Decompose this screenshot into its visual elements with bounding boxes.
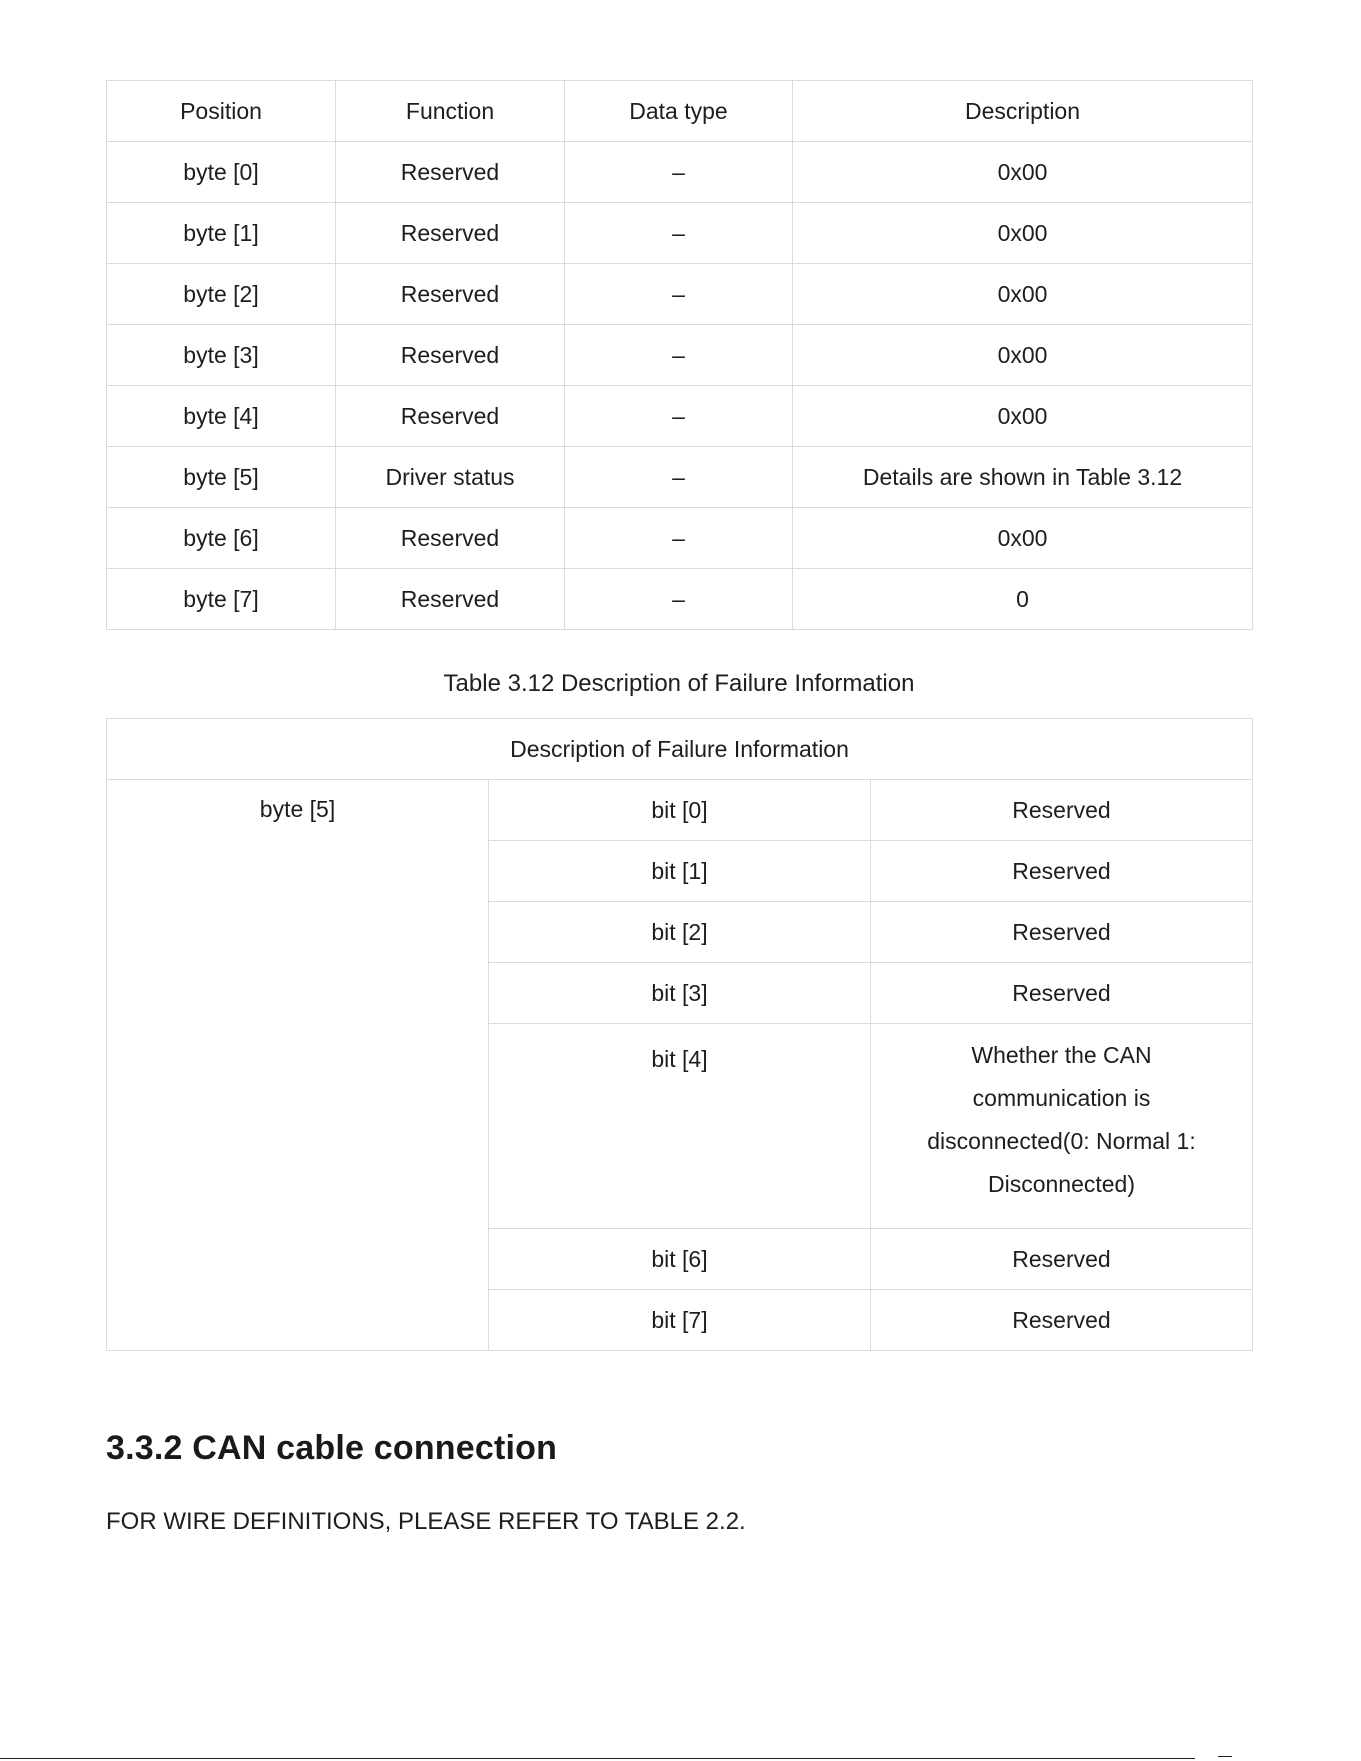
cell-bit-description: Reserved bbox=[871, 780, 1253, 841]
header-description: Description bbox=[793, 81, 1253, 142]
cell-function: Reserved bbox=[336, 203, 565, 264]
cell-bit-description: Reserved bbox=[871, 1290, 1253, 1351]
cell-position: byte [3] bbox=[107, 325, 336, 386]
cell-bit: bit [3] bbox=[489, 963, 871, 1024]
cell-position: byte [7] bbox=[107, 569, 336, 630]
cell-description: 0x00 bbox=[793, 386, 1253, 447]
table-row bbox=[107, 447, 1253, 508]
cell-bit-description: Reserved bbox=[871, 1229, 1253, 1290]
cell-position: byte [6] bbox=[107, 508, 336, 569]
cell-data-type: – bbox=[565, 325, 793, 386]
table-caption: Table 3.12 Description of Failure Information bbox=[443, 670, 915, 697]
table-row bbox=[107, 325, 1253, 386]
table-row bbox=[107, 780, 1253, 841]
cell-description: 0 bbox=[793, 569, 1253, 630]
header-data-type: Data type bbox=[565, 81, 793, 142]
table-header-row bbox=[107, 719, 1253, 780]
section-text: FOR WIRE DEFINITIONS, PLEASE REFER TO TABLE 2.2. bbox=[106, 1508, 746, 1535]
cell-bit: bit [7] bbox=[489, 1290, 871, 1351]
footer-mark bbox=[1218, 1756, 1232, 1757]
cell-data-type: – bbox=[565, 386, 793, 447]
cell-bit: bit [1] bbox=[489, 841, 871, 902]
cell-bit: bit [6] bbox=[489, 1229, 871, 1290]
header-failure-information: Description of Failure Information bbox=[107, 719, 1253, 780]
cell-description: 0x00 bbox=[793, 203, 1253, 264]
cell-data-type: – bbox=[565, 447, 793, 508]
cell-data-type: – bbox=[565, 203, 793, 264]
cell-description: Details are shown in Table 3.12 bbox=[793, 447, 1253, 508]
header-position: Position bbox=[107, 81, 336, 142]
cell-data-type: – bbox=[565, 142, 793, 203]
cell-description: 0x00 bbox=[793, 508, 1253, 569]
cell-byte: byte [5] bbox=[107, 780, 489, 1351]
cell-data-type: – bbox=[565, 508, 793, 569]
header-function: Function bbox=[336, 81, 565, 142]
table-row bbox=[107, 264, 1253, 325]
cell-position: byte [1] bbox=[107, 203, 336, 264]
table-row bbox=[107, 569, 1253, 630]
cell-bit-description: Whether the CAN communication is disconnected(0: Normal 1: Disconnected) bbox=[871, 1024, 1253, 1229]
cell-function: Reserved bbox=[336, 508, 565, 569]
cell-data-type: – bbox=[565, 569, 793, 630]
cell-position: byte [2] bbox=[107, 264, 336, 325]
cell-bit: bit [2] bbox=[489, 902, 871, 963]
cell-bit-description: Reserved bbox=[871, 841, 1253, 902]
cell-function: Reserved bbox=[336, 386, 565, 447]
table-header-row bbox=[107, 81, 1253, 142]
cell-bit-description: Reserved bbox=[871, 963, 1253, 1024]
cell-position: byte [4] bbox=[107, 386, 336, 447]
footer-rule bbox=[0, 1758, 1195, 1759]
cell-description: 0x00 bbox=[793, 142, 1253, 203]
cell-function: Driver status bbox=[336, 447, 565, 508]
cell-data-type: – bbox=[565, 264, 793, 325]
cell-bit-description: Reserved bbox=[871, 902, 1253, 963]
table-row bbox=[107, 142, 1253, 203]
table-row bbox=[107, 203, 1253, 264]
cell-function: Reserved bbox=[336, 569, 565, 630]
position-function-table bbox=[106, 80, 1253, 630]
cell-position: byte [5] bbox=[107, 447, 336, 508]
table-row bbox=[107, 508, 1253, 569]
cell-bit: bit [4] bbox=[489, 1024, 871, 1229]
cell-function: Reserved bbox=[336, 325, 565, 386]
cell-description: 0x00 bbox=[793, 325, 1253, 386]
page-content bbox=[106, 80, 1252, 1536]
section-heading: 3.3.2 CAN cable connection bbox=[106, 1429, 558, 1467]
table-row bbox=[107, 386, 1253, 447]
cell-function: Reserved bbox=[336, 142, 565, 203]
cell-description: 0x00 bbox=[793, 264, 1253, 325]
cell-function: Reserved bbox=[336, 264, 565, 325]
cell-position: byte [0] bbox=[107, 142, 336, 203]
failure-information-table bbox=[106, 718, 1253, 1351]
cell-bit: bit [0] bbox=[489, 780, 871, 841]
